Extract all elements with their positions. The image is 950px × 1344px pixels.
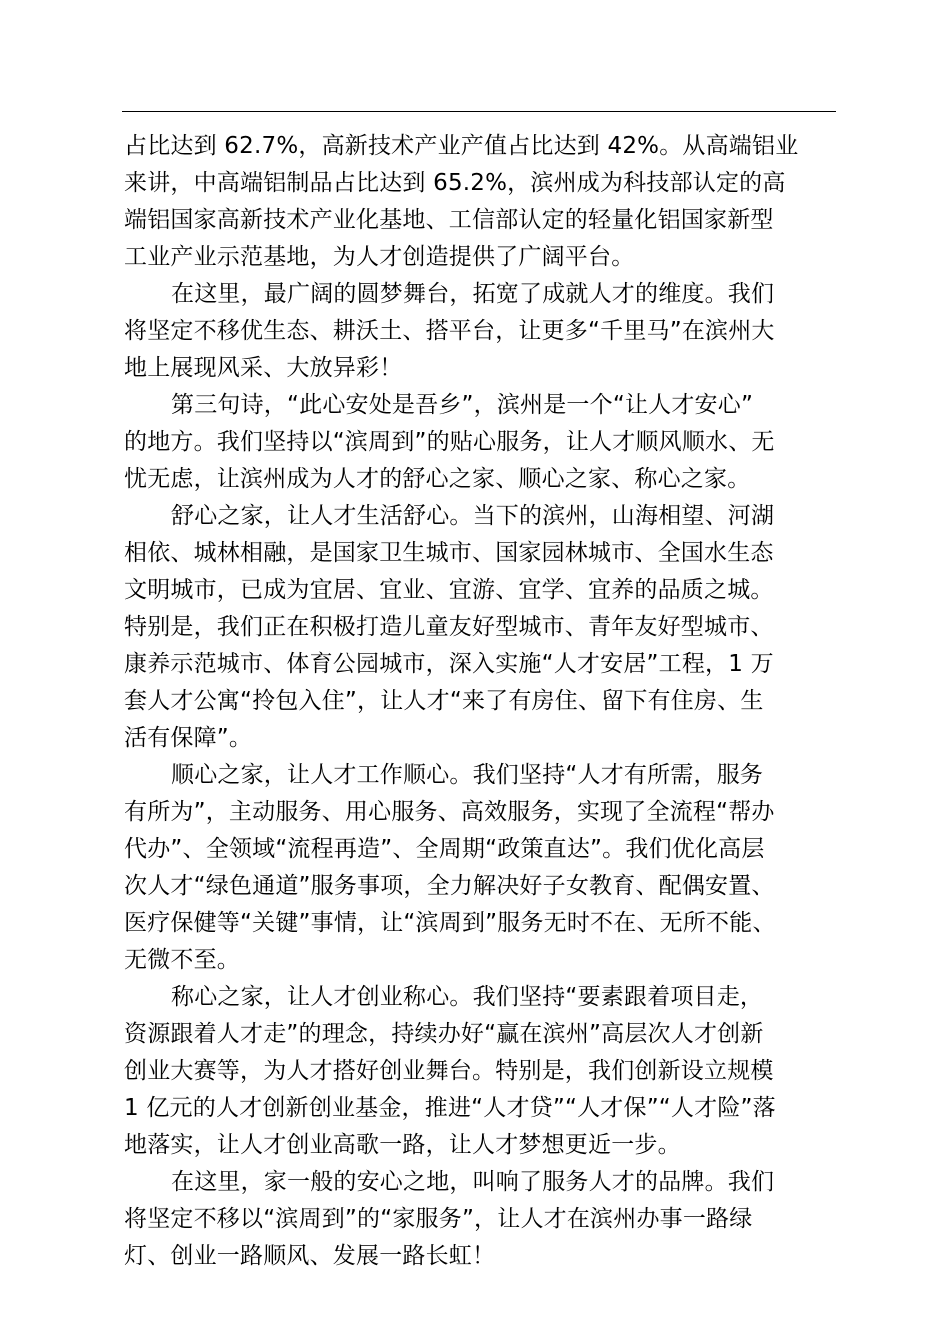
text-line: 顺心之家，让人才工作顺心。我们坚持“人才有所需，服务 — [171, 762, 764, 788]
text-line: 来讲，中高端铝制品占比达到 65.2%，滨州成为科技部认定的高 — [124, 170, 786, 196]
text-line: 特别是，我们正在积极打造儿童友好型城市、青年友好型城市、 — [124, 614, 774, 640]
text-line: 将坚定不移以“滨周到”的“家服务”，让人才在滨州办事一路绿 — [124, 1206, 753, 1232]
text-line: 地落实，让人才创业高歌一路，让人才梦想更近一步。 — [124, 1132, 681, 1158]
text-line: 活有保障”。 — [124, 725, 253, 751]
text-line: 创业大赛等，为人才搭好创业舞台。特别是，我们创新设立规模 — [124, 1058, 774, 1084]
text-line: 灯、创业一路顺风、发展一路长虹！ — [124, 1243, 496, 1269]
text-line: 资源跟着人才走”的理念，持续办好“赢在滨州”高层次人才创新 — [124, 1021, 764, 1047]
document-body — [124, 128, 844, 1275]
paragraph — [124, 128, 844, 276]
text-line: 第三句诗，“此心安处是吾乡”，滨州是一个“让人才安心” — [171, 392, 754, 418]
paragraph — [124, 276, 844, 387]
paragraph — [124, 387, 844, 498]
paragraph — [124, 498, 844, 757]
text-line: 舒心之家，让人才生活舒心。当下的滨州，山海相望、河湖 — [171, 503, 775, 529]
text-line: 称心之家，让人才创业称心。我们坚持“要素跟着项目走， — [171, 984, 764, 1010]
text-line: 次人才“绿色通道”服务事项，全力解决好子女教育、配偶安置、 — [124, 873, 775, 899]
text-line: 套人才公寓“拎包入住”，让人才“来了有房住、留下有住房、生 — [124, 688, 764, 714]
text-line: 将坚定不移优生态、耕沃土、搭平台，让更多“千里马”在滨州大 — [124, 318, 775, 344]
text-line: 占比达到 62.7%，高新技术产业产值占比达到 42%。从高端铝业 — [124, 133, 799, 159]
text-line: 忧无虑，让滨州成为人才的舒心之家、顺心之家、称心之家。 — [124, 466, 751, 492]
header-rule — [122, 111, 836, 112]
text-line: 文明城市，已成为宜居、宜业、宜游、宜学、宜养的品质之城。 — [124, 577, 774, 603]
text-line: 工业产业示范基地，为人才创造提供了广阔平台。 — [124, 244, 635, 270]
text-line: 相依、城林相融，是国家卫生城市、国家园林城市、全国水生态 — [124, 540, 774, 566]
text-line: 代办”、全领域“流程再造”、全周期“政策直达”。我们优化高层 — [124, 836, 765, 862]
text-line: 地上展现风采、大放异彩！ — [124, 355, 403, 381]
text-line: 无微不至。 — [124, 947, 240, 973]
paragraph — [124, 757, 844, 979]
paragraph — [124, 1164, 844, 1275]
text-line: 在这里，家一般的安心之地，叫响了服务人才的品牌。我们 — [171, 1169, 775, 1195]
paragraph — [124, 979, 844, 1164]
text-line: 有所为”，主动服务、用心服务、高效服务，实现了全流程“帮办 — [124, 799, 775, 825]
text-line: 端铝国家高新技术产业化基地、工信部认定的轻量化铝国家新型 — [124, 207, 774, 233]
text-line: 在这里，最广阔的圆梦舞台，拓宽了成就人才的维度。我们 — [171, 281, 775, 307]
text-line: 的地方。我们坚持以“滨周到”的贴心服务，让人才顺风顺水、无 — [124, 429, 775, 455]
text-line: 1 亿元的人才创新创业基金，推进“人才贷”“人才保”“人才险”落 — [124, 1095, 776, 1121]
text-line: 医疗保健等“关键”事情，让“滨周到”服务无时不在、无所不能、 — [124, 910, 776, 936]
text-line: 康养示范城市、体育公园城市，深入实施“人才安居”工程，1 万 — [124, 651, 774, 677]
